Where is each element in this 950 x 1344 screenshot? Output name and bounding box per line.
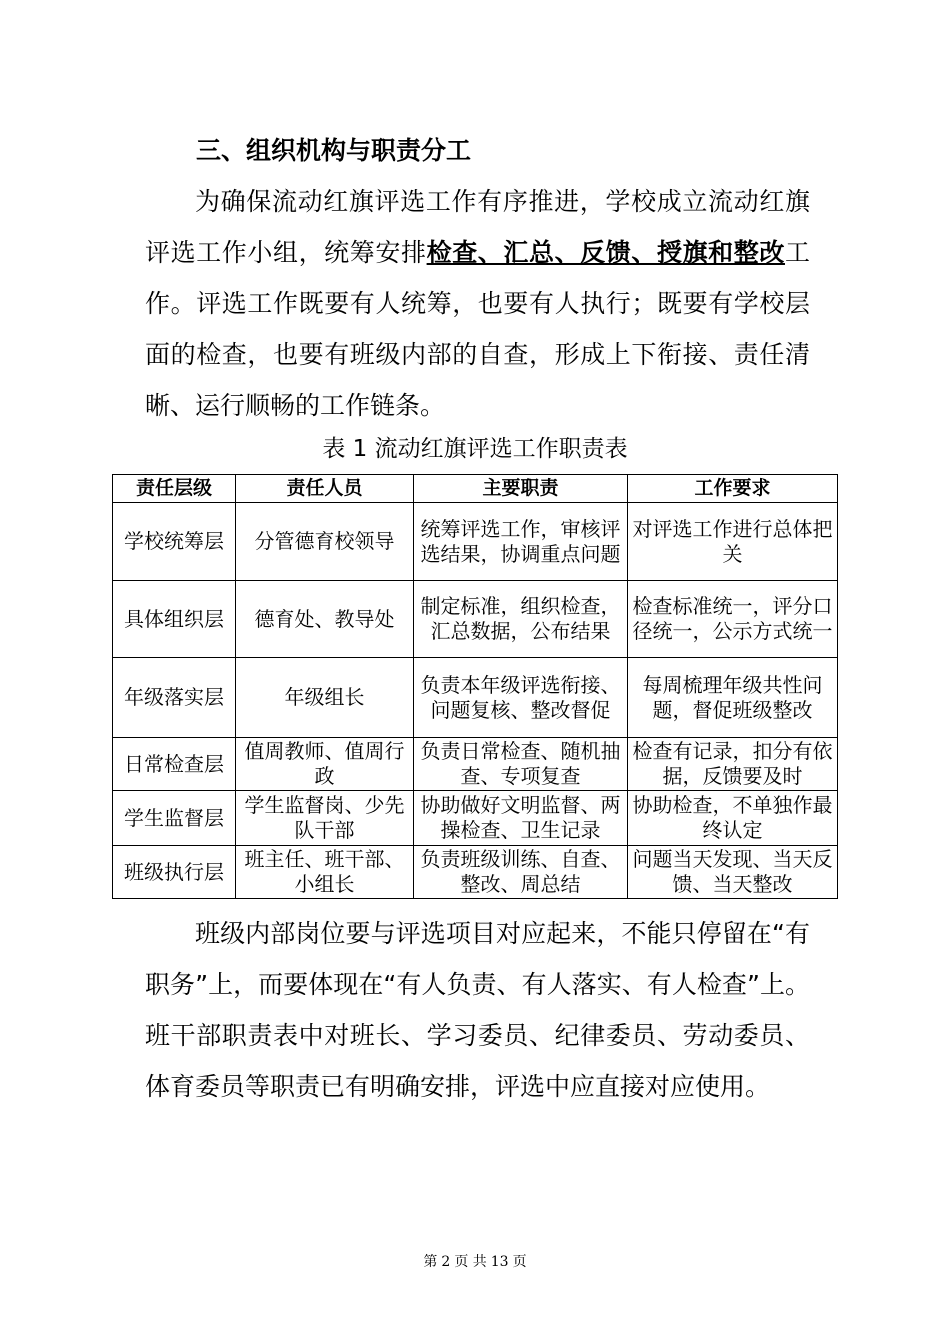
table-row <box>113 503 838 581</box>
cell-duties: 制定标准，组织检查，汇总数据，公布结果 <box>414 581 628 658</box>
cell-duties: 统筹评选工作，审核评选结果，协调重点问题 <box>414 503 628 581</box>
closing-paragraph: 班级内部岗位要与评选项目对应起来，不能只停留在“有职务”上，而要体现在“有人负责、有人落实、有人检查”上。班干部职责表中对班长、学习委员、纪律委员、劳动委员、体育委员等职责已有明确安排，评选中应直接对应使用。 <box>145 919 810 1101</box>
cell-personnel: 学生监督岗、少先队干部 <box>236 791 414 846</box>
cell-level: 学校统筹层 <box>113 503 236 581</box>
intro-text-before: 为确保流动红旗评选工作有序推进，学校成立流动红旗评选工作小组，统筹安排 <box>145 187 810 267</box>
cell-level: 学生监督层 <box>113 791 236 846</box>
cell-duties: 负责班级训练、自查、整改、周总结 <box>414 846 628 899</box>
cell-requirements: 每周梳理年级共性问题，督促班级整改 <box>628 658 838 738</box>
table-header-row <box>113 475 838 503</box>
page-footer <box>0 1253 950 1271</box>
cell-level: 班级执行层 <box>113 846 236 899</box>
header-level: 责任层级 <box>113 475 236 503</box>
cell-personnel: 班主任、班干部、小组长 <box>236 846 414 899</box>
cell-personnel: 分管德育校领导 <box>236 503 414 581</box>
table-row <box>113 738 838 791</box>
intro-text-after: 工作。评选工作既要有人统筹，也要有人执行；既要有学校层面的检查，也要有班级内部的自查，形成上下衔接、责任清晰、运行顺畅的工作链条。 <box>145 238 810 420</box>
intro-emphasis: 检查、汇总、反馈、授旗和整改 <box>426 238 785 267</box>
header-personnel: 责任人员 <box>236 475 414 503</box>
table-row <box>113 581 838 658</box>
table-caption: 表 1 流动红旗评选工作职责表 <box>322 436 628 462</box>
cell-personnel: 值周教师、值周行政 <box>236 738 414 791</box>
duty-table <box>112 474 838 899</box>
section-heading: 三、组织机构与职责分工 <box>196 136 472 165</box>
cell-duties: 负责日常检查、随机抽查、专项复查 <box>414 738 628 791</box>
cell-personnel: 年级组长 <box>236 658 414 738</box>
footer-current-page: 2 <box>441 1254 451 1270</box>
cell-requirements: 协助检查，不单独作最终认定 <box>628 791 838 846</box>
header-requirements: 工作要求 <box>628 475 838 503</box>
footer-suffix: 页 <box>512 1254 527 1270</box>
cell-level: 年级落实层 <box>113 658 236 738</box>
footer-mid: 页 共 <box>454 1254 487 1270</box>
cell-requirements: 问题当天发现、当天反馈、当天整改 <box>628 846 838 899</box>
cell-duties: 协助做好文明监督、两操检查、卫生记录 <box>414 791 628 846</box>
cell-level: 日常检查层 <box>113 738 236 791</box>
cell-duties: 负责本年级评选衔接、问题复核、整改督促 <box>414 658 628 738</box>
cell-level: 具体组织层 <box>113 581 236 658</box>
cell-requirements: 对评选工作进行总体把关 <box>628 503 838 581</box>
cell-personnel: 德育处、教导处 <box>236 581 414 658</box>
table-row <box>113 846 838 899</box>
intro-paragraph <box>145 176 810 431</box>
table-row <box>113 658 838 738</box>
header-duties: 主要职责 <box>414 475 628 503</box>
footer-total-pages: 13 <box>490 1254 509 1270</box>
cell-requirements: 检查标准统一，评分口径统一，公示方式统一 <box>628 581 838 658</box>
cell-requirements: 检查有记录，扣分有依据，反馈要及时 <box>628 738 838 791</box>
table-row <box>113 791 838 846</box>
footer-prefix: 第 <box>423 1254 438 1270</box>
